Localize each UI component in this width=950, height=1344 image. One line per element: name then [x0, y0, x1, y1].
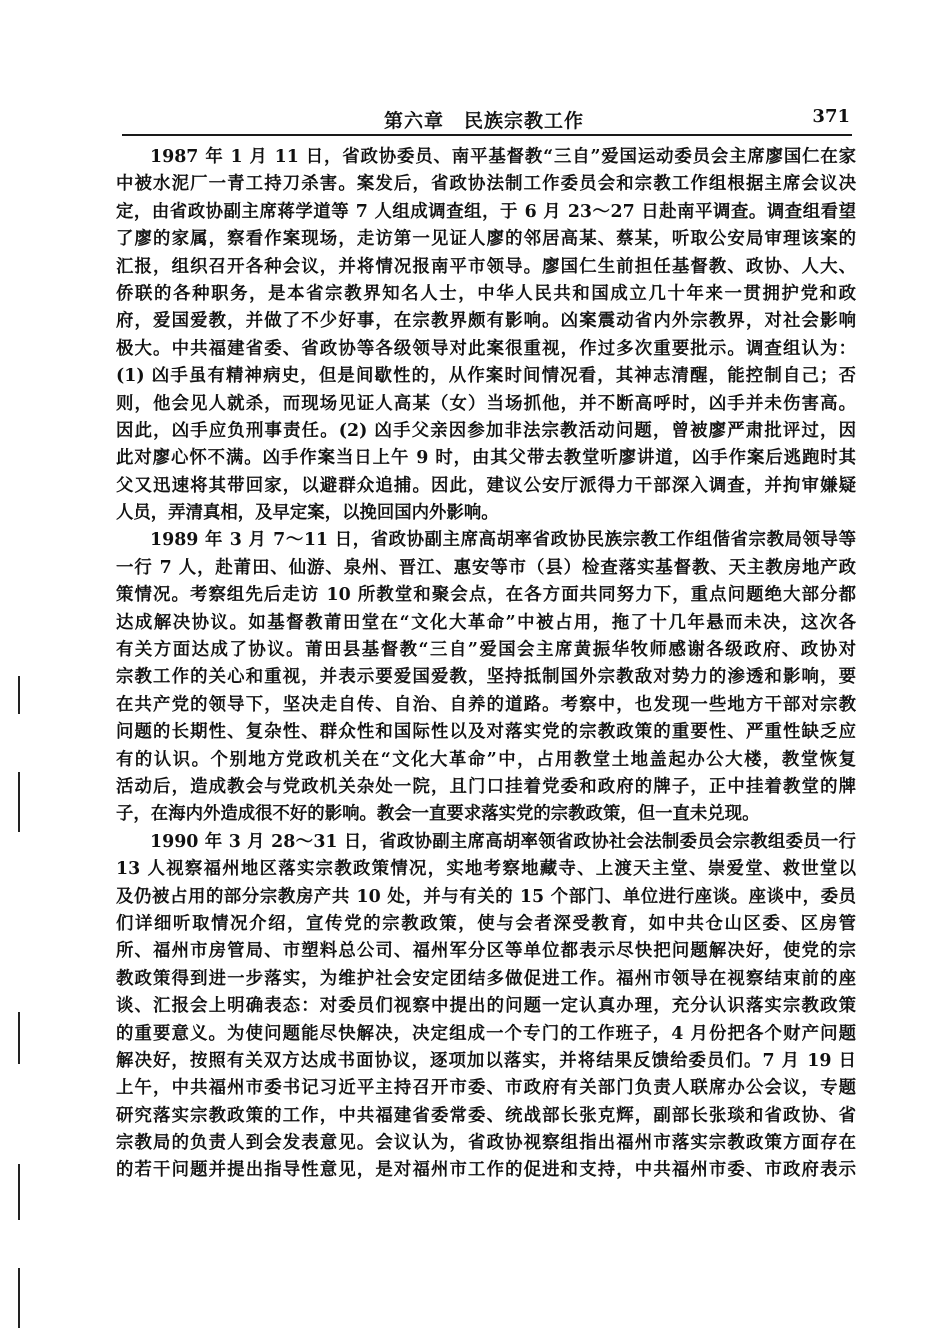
text-line: 活动后，造成教会与党政机关杂处一院，且门口挂着党委和政府的牌子，正中挂着教堂的牌 [116, 776, 856, 797]
text-line: 父又迅速将其带回家，以避群众追捕。因此，建议公安厅派得力干部深入调查，并拘审嫌疑 [116, 475, 856, 496]
text-line: 有的认识。个别地方党政机关在“文化大革命”中，占用教堂土地盖起办公大楼，教堂恢复 [116, 749, 856, 770]
text-line: 问题的长期性、复杂性、群众性和国际性以及对落实党的宗教政策的重要性、严重性缺乏应 [116, 722, 856, 743]
text-line: 1987 年 1 月 11 日，省政协委员、南平基督教“三自”爱国运动委员会主席廖国仁在家 [150, 147, 856, 167]
text-line: 解决好，按照有关双方达成书面协议，逐项加以落实，并将结果反馈给委员们。7 月 19 日 [116, 1050, 856, 1071]
text-line: 侨联的各种职务，是本省宗教界知名人士，中华人民共和国成立几十年来一贯拥护党和政 [116, 283, 856, 304]
scan-edge-mark [18, 1268, 20, 1328]
text-line: 谈、汇报会上明确表态：对委员们视察中提出的问题一定认真办理，充分认识落实宗教政策 [116, 996, 856, 1017]
text-line: 及仍被占用的部分宗教房产共 10 处，并与有关的 15 个部门、单位进行座谈。座谈中，委员 [116, 886, 856, 907]
chapter-title: 第六章 民族宗教工作 [384, 110, 585, 132]
text-line: 汇报，组织召开各种会议，并将情况报南平市领导。廖国仁生前担任基督教、政协、人大、 [116, 256, 856, 277]
text-line: 宗教工作的关心和重视，并表示要爱国爱教，坚持抵制国外宗教敌对势力的渗透和影响，要 [116, 667, 856, 688]
text-line: 极大。中共福建省委、省政协等各级领导对此案很重视，作过多次重要批示。调查组认为： [116, 338, 856, 359]
text-line: 中被水泥厂一青工持刀杀害。案发后，省政协法制工作委员会和宗教工作组根据主席会议决 [116, 174, 856, 195]
paragraph-1989 [116, 527, 856, 828]
page-number: 371 [812, 106, 850, 127]
text-line: 则，他会见人就杀，而现场见证人高某（女）当场抓他，并不断高呼时，凶手并未伤害高。 [116, 393, 856, 414]
text-line: 人员，弄清真相，及早定案，以挽回国内外影响。 [116, 503, 499, 524]
text-line: 了廖的家属，察看作案现场，走访第一见证人廖的邻居高某、蔡某，听取公安局审理该案的 [116, 229, 856, 250]
text-line: 的若干问题并提出指导性意见，是对福州市工作的促进和支持，中共福州市委、市政府表示 [116, 1160, 856, 1181]
text-line: 上午，中共福州市委书记习近平主持召开市委、市政府有关部门负责人联席办公会议，专题 [116, 1078, 856, 1099]
text-line: 一行 7 人，赴莆田、仙游、泉州、晋江、惠安等市（县）检查落实基督教、天主教房地产政 [116, 557, 856, 578]
text-line: (1) 凶手虽有精神病史，但是间歇性的，从作案时间情况看，其神志清醒，能控制自己；否 [116, 366, 856, 387]
text-line: 研究落实宗教政策的工作，中共福建省委常委、统战部长张克辉，副部长张琰和省政协、省 [116, 1105, 856, 1126]
text-line: 策情况。考察组先后走访 10 所教堂和聚会点，在各方面共同努力下，重点问题绝大部分都 [116, 585, 856, 606]
scan-edge-mark [18, 772, 20, 832]
scan-edge-mark [18, 1164, 20, 1220]
paragraph-1987 [116, 144, 856, 527]
running-header [122, 100, 852, 136]
text-line: 1989 年 3 月 7～11 日，省政协副主席高胡率省政协民族宗教工作组偕省宗教局领导等 [150, 530, 856, 551]
scan-edge-mark [18, 676, 20, 714]
body-text [116, 144, 856, 1185]
text-line: 宗教局的负责人到会发表意见。会议认为，省政协视察组指出福州市落实宗教政策方面存在 [116, 1133, 856, 1154]
text-line: 1990 年 3 月 28～31 日，省政协副主席高胡率领省政协社会法制委员会宗教组委员一行 [150, 831, 856, 852]
text-line: 府，爱国爱教，并做了不少好事，在宗教界颇有影响。凶案震动省内外宗教界，对社会影响 [116, 311, 856, 332]
text-line: 此对廖心怀不满。凶手作案当日上午 9 时，由其父带去教堂听廖讲道，凶手作案后逃跑时其 [116, 448, 856, 469]
text-line: 在共产党的领导下，坚决走自传、自治、自养的道路。考察中，也发现一些地方干部对宗教 [116, 694, 856, 715]
text-line: 教政策得到进一步落实，为维护社会安定团结多做促进工作。福州市领导在视察结束前的座 [116, 968, 856, 989]
scan-edge-mark [18, 1012, 20, 1064]
text-line: 子，在海内外造成很不好的影响。教会一直要求落实党的宗教政策，但一直未兑现。 [116, 804, 760, 825]
text-line: 们详细听取情况介绍，宣传党的宗教政策，使与会者深受教育，如中共仓山区委、区房管 [116, 913, 856, 934]
text-line: 有关方面达成了协议。莆田县基督教“三自”爱国会主席黄振华牧师感谢各级政府、政协对 [116, 640, 856, 661]
text-line: 的重要意义。为使问题能尽快解决，决定组成一个专门的工作班子，4 月份把各个财产问题 [116, 1023, 856, 1044]
text-line: 13 人视察福州地区落实宗教政策情况，实地考察地藏寺、上渡天主堂、崇爱堂、救世堂以 [116, 859, 856, 880]
text-line: 所、福州市房管局、市塑料总公司、福州军分区等单位都表示尽快把问题解决好，使党的宗 [116, 941, 856, 962]
text-line: 因此，凶手应负刑事责任。(2) 凶手父亲因参加非法宗教活动问题，曾被廖严肃批评过，因 [116, 420, 856, 441]
text-line: 达成解决协议。如基督教莆田堂在“文化大革命”中被占用，拖了十几年悬而未决，这次各 [116, 612, 856, 633]
text-line: 定，由省政协副主席蒋学道等 7 人组成调查组，于 6 月 23～27 日赴南平调查。调查组看望 [116, 201, 856, 222]
paragraph-1990 [116, 829, 856, 1185]
